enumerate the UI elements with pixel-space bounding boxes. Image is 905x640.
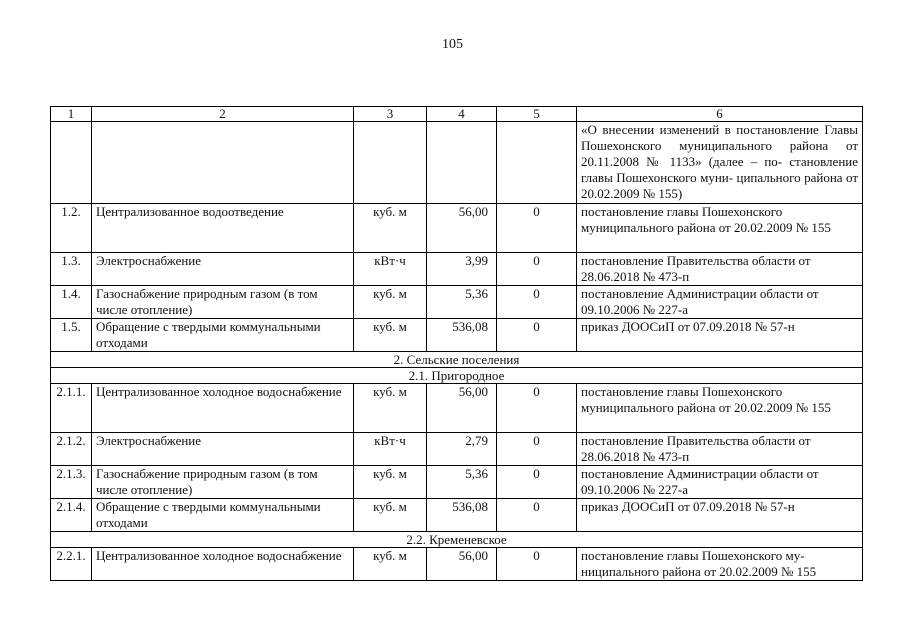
normative-document: «О внесении изменений в постановление Главы Пошехонского муниципального района от 20.11.2008 № 1133» (далее – по- становление главы Пошехонского муни- ципального района от 20.02.2009 № 155) (577, 122, 863, 204)
unit: куб. м (354, 204, 427, 253)
normative-document: постановление главы Пошехонского муниципального района от 20.02.2009 № 155 (577, 384, 863, 433)
column-number-row (51, 107, 863, 122)
subsection-row (51, 368, 863, 384)
value: 2,79 (427, 433, 497, 466)
row-number: 1.2. (51, 204, 92, 253)
subsection-row (51, 532, 863, 548)
service-name: Газоснабжение природным газом (в том числе отопление) (92, 286, 354, 319)
value: 5,36 (427, 286, 497, 319)
value: 3,99 (427, 253, 497, 286)
table-row (51, 384, 863, 433)
service-name: Электроснабжение (92, 433, 354, 466)
page-number: 105 (442, 37, 463, 52)
column-header: 3 (354, 107, 427, 122)
service-name: Обращение с твердыми коммунальными отходами (92, 319, 354, 352)
row-number: 2.1.4. (51, 499, 92, 532)
col5-value: 0 (497, 499, 577, 532)
column-header: 1 (51, 107, 92, 122)
col5-value: 0 (497, 548, 577, 581)
col5-value: 0 (497, 253, 577, 286)
value: 536,08 (427, 319, 497, 352)
unit: кВт·ч (354, 433, 427, 466)
section-row (51, 352, 863, 368)
row-number: 2.1.1. (51, 384, 92, 433)
service-name: Обращение с твердыми коммунальными отходами (92, 499, 354, 532)
service-name: Электроснабжение (92, 253, 354, 286)
col5-value: 0 (497, 466, 577, 499)
unit: куб. м (354, 466, 427, 499)
row-number: 1.4. (51, 286, 92, 319)
table-row (51, 286, 863, 319)
table-row (51, 122, 863, 204)
service-name: Централизованное холодное водоснабжение (92, 548, 354, 581)
unit: куб. м (354, 548, 427, 581)
row-number: 2.1.3. (51, 466, 92, 499)
unit: куб. м (354, 384, 427, 433)
col5-value: 0 (497, 433, 577, 466)
normative-document: постановление главы Пошехонского муниципального района от 20.02.2009 № 155 (577, 204, 863, 253)
table-row (51, 253, 863, 286)
row-number: 1.3. (51, 253, 92, 286)
tariff-table (50, 106, 863, 581)
value: 56,00 (427, 548, 497, 581)
table-row (51, 466, 863, 499)
normative-document: постановление Администрации области от 09.10.2006 № 227-а (577, 466, 863, 499)
table-row (51, 499, 863, 532)
unit: куб. м (354, 286, 427, 319)
normative-document: постановление Правительства области от 28.06.2018 № 473-п (577, 253, 863, 286)
column-header: 4 (427, 107, 497, 122)
column-header: 6 (577, 107, 863, 122)
service-name: Централизованное холодное водоснабжение (92, 384, 354, 433)
normative-document: постановление главы Пошехонского му- ниципального района от 20.02.2009 № 155 (577, 548, 863, 581)
row-number: 2.2.1. (51, 548, 92, 581)
table-row (51, 433, 863, 466)
column-header: 5 (497, 107, 577, 122)
normative-document: приказ ДООСиП от 07.09.2018 № 57-н (577, 319, 863, 352)
service-name: Централизованное водоотведение (92, 204, 354, 253)
value: 56,00 (427, 204, 497, 253)
unit: куб. м (354, 319, 427, 352)
normative-document: постановление Администрации области от 09.10.2006 № 227-а (577, 286, 863, 319)
unit: куб. м (354, 499, 427, 532)
row-number: 1.5. (51, 319, 92, 352)
row-number: 2.1.2. (51, 433, 92, 466)
table-row (51, 319, 863, 352)
value: 536,08 (427, 499, 497, 532)
normative-document: постановление Правительства области от 28.06.2018 № 473-п (577, 433, 863, 466)
subsection-title: 2.2. Кременевское (51, 532, 863, 548)
table-row (51, 548, 863, 581)
col5-value: 0 (497, 384, 577, 433)
column-header: 2 (92, 107, 354, 122)
value: 5,36 (427, 466, 497, 499)
col5-value: 0 (497, 204, 577, 253)
normative-document: приказ ДООСиП от 07.09.2018 № 57-н (577, 499, 863, 532)
subsection-title: 2.1. Пригородное (51, 368, 863, 384)
section-title: 2. Сельские поселения (51, 352, 863, 368)
col5-value: 0 (497, 319, 577, 352)
col5-value: 0 (497, 286, 577, 319)
unit: кВт·ч (354, 253, 427, 286)
table-row (51, 204, 863, 253)
service-name: Газоснабжение природным газом (в том числе отопление) (92, 466, 354, 499)
value: 56,00 (427, 384, 497, 433)
